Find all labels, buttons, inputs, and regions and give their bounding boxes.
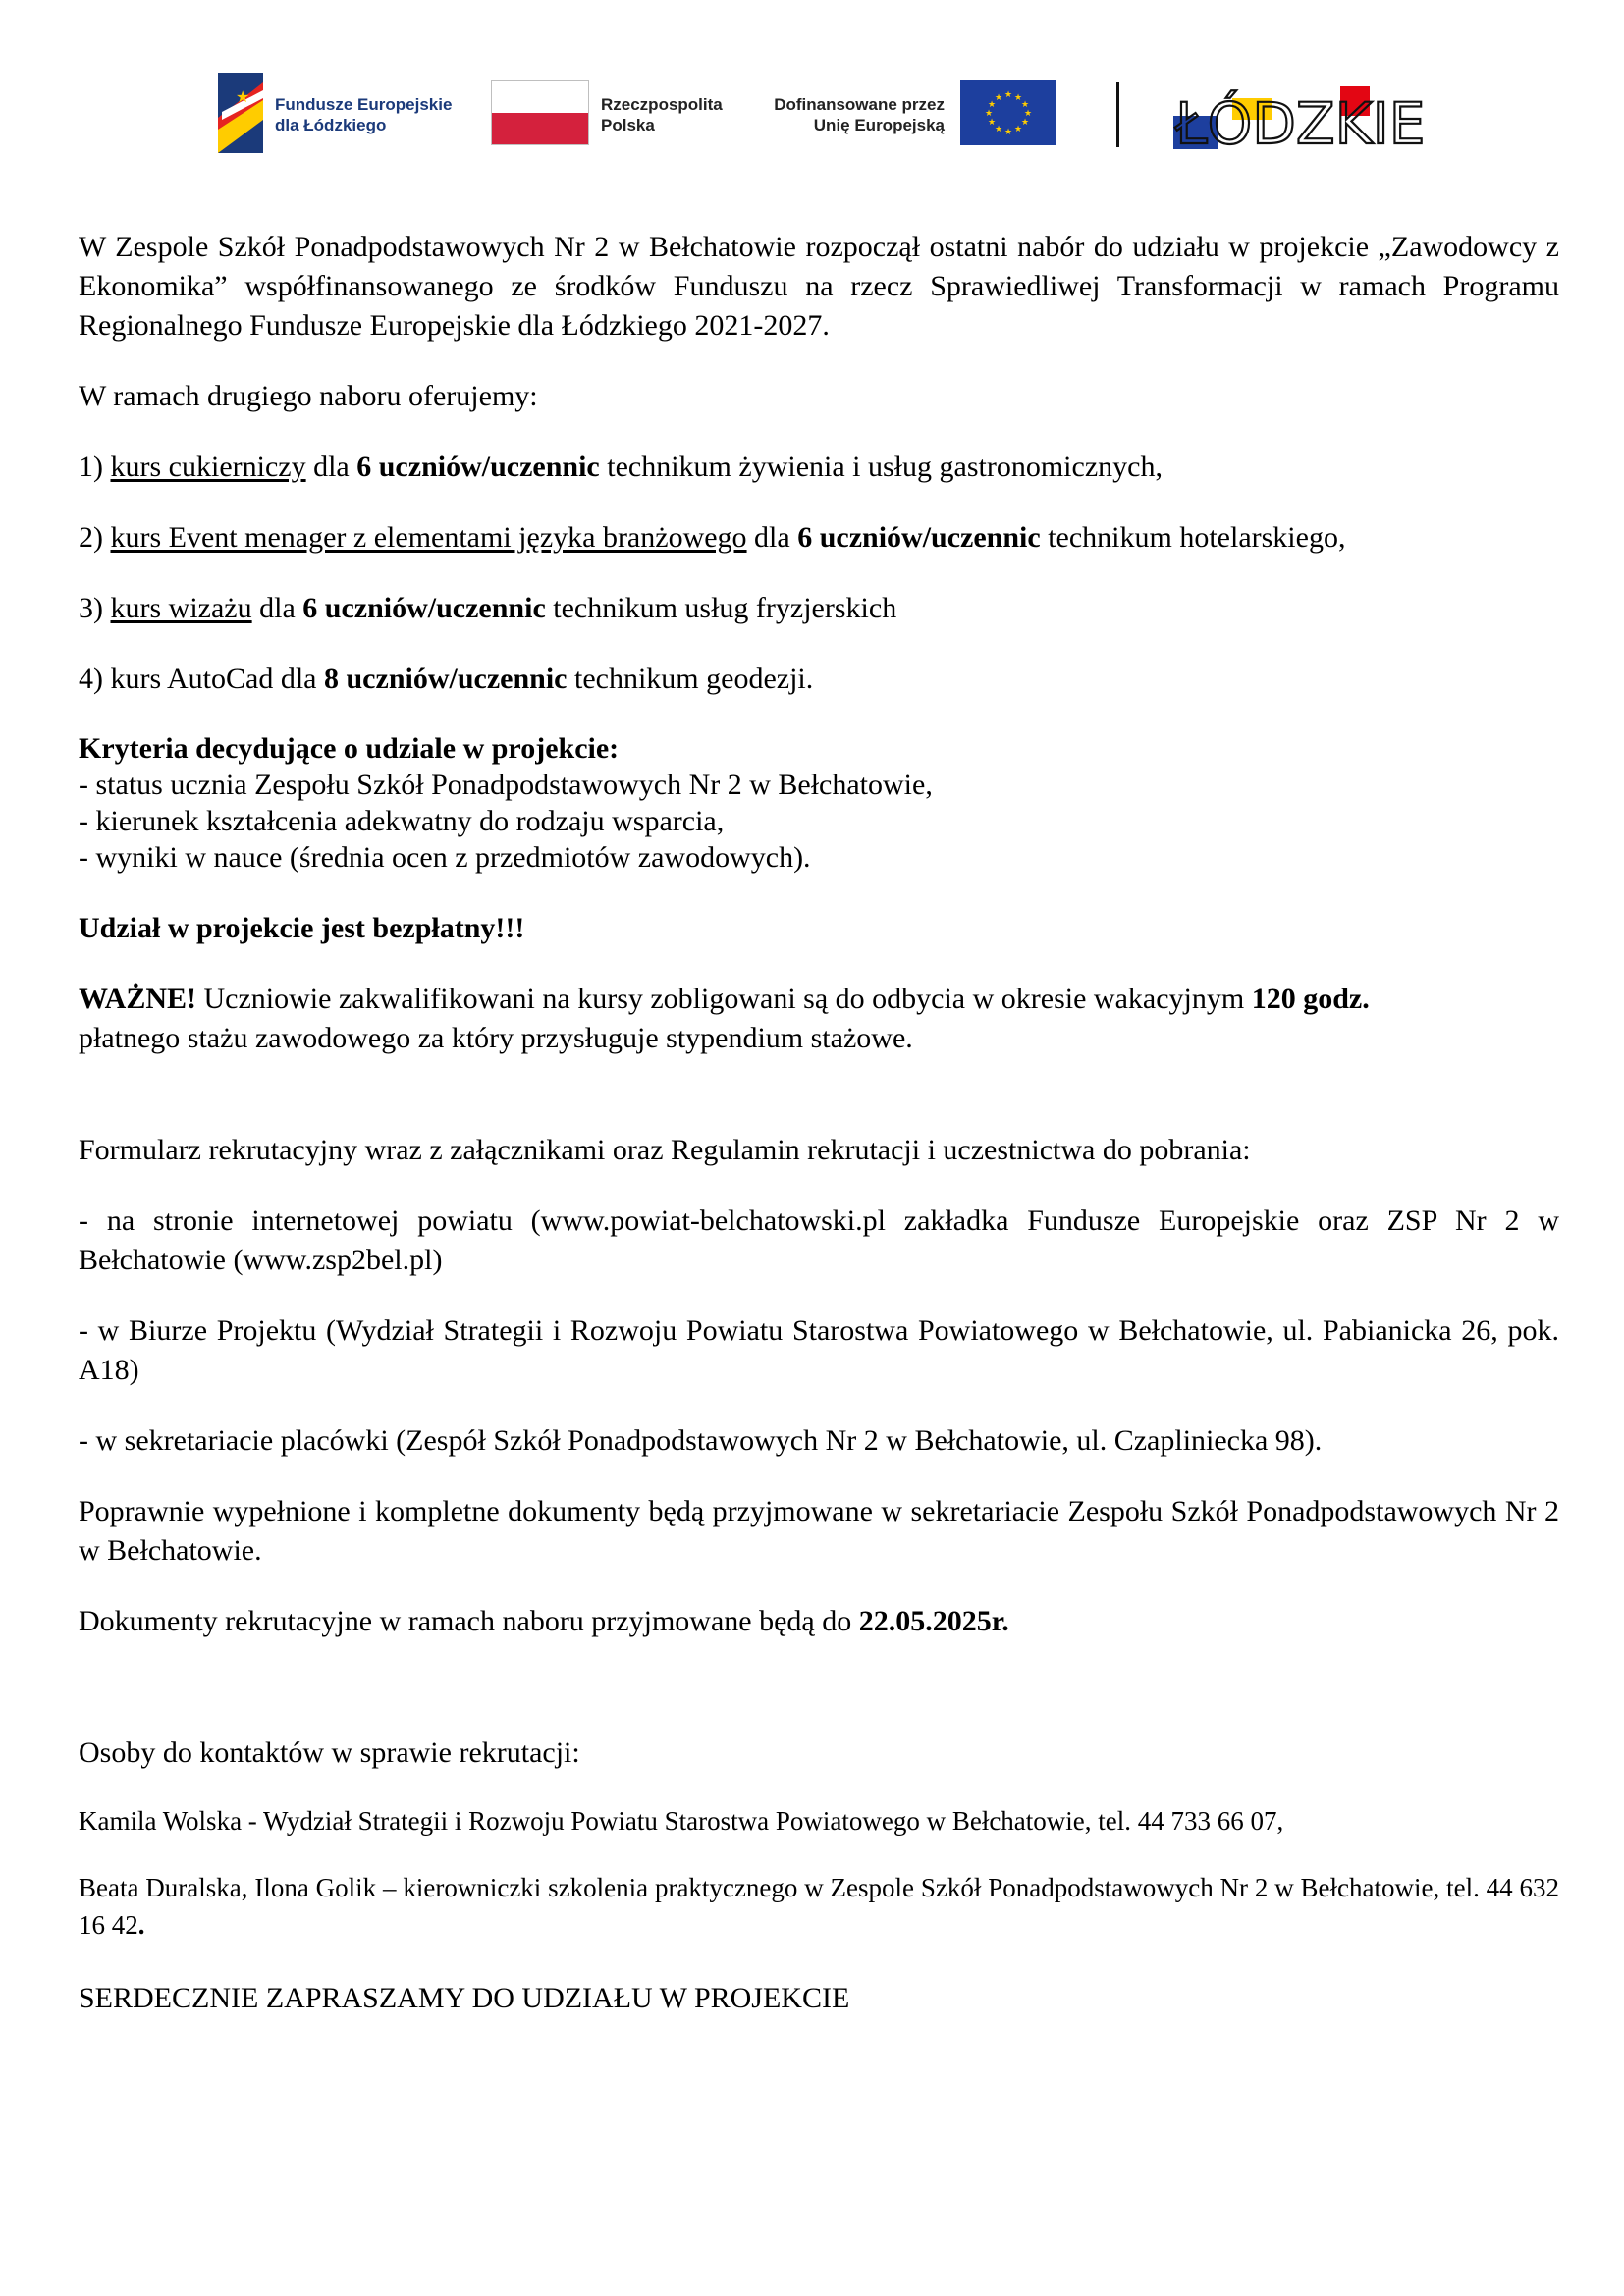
internship-hours: 120 godz.: [1251, 983, 1370, 1015]
svg-text:★: ★: [1003, 128, 1013, 137]
svg-text:★: ★: [994, 125, 1003, 134]
lodzkie-wordmark-icon: [1173, 86, 1429, 149]
course-list: [79, 448, 1559, 699]
contact-person-2: Beata Duralska, Ilona Golik – kierowniczki szkolenia praktycznego w Zespole Szkół Ponadpodstawowych Nr 2 w Bełchatowie, tel. 44 632 16 42.: [79, 1873, 1559, 1940]
svg-text:★: ★: [987, 118, 997, 128]
svg-text:★: ★: [1020, 118, 1030, 128]
course-count: 6 uczniów/uczennic: [797, 521, 1041, 554]
contact-person-1: Kamila Wolska - Wydział Strategii i Rozwoju Powiatu Starostwa Powiatowego w Bełchatowie, tel. 44 733 66 07,: [79, 1806, 1284, 1836]
course-name: kurs wizażu: [110, 592, 252, 624]
lodzkie-logo-text: ŁÓDZKIE: [1175, 90, 1426, 149]
svg-text:★: ★: [987, 100, 997, 110]
polish-flag-icon: [491, 80, 589, 145]
svg-text:★: ★: [1023, 109, 1033, 119]
important-note: WAŻNE! Uczniowie zakwalifikowani na kursy zobligowani są do odbycia w okresie wakacyjnym 120 godz. płatnego stażu zawodowego za który przysługuje stypendium stażowe.: [79, 983, 1370, 1054]
svg-text:★: ★: [1013, 93, 1023, 103]
ue-logo-line2: Unię Europejską: [813, 116, 945, 134]
rp-logo-line1: Rzeczpospolita: [601, 95, 723, 114]
announcement-body: [79, 228, 1559, 2018]
fe-logo-line2: dla Łódzkiego: [275, 116, 387, 134]
fundusze-europejskie-logo: [216, 73, 461, 153]
contacts-heading: Osoby do kontaktów w sprawie rekrutacji:: [79, 1736, 580, 1769]
course-item-3: 3) kurs wizażu dla 6 uczniów/uczennic technikum usług fryzjerskich: [79, 592, 897, 624]
svg-text:★: ★: [236, 87, 250, 106]
lodzkie-logo: [1173, 86, 1429, 149]
free-participation-note: Udział w projekcie jest bezpłatny!!!: [79, 912, 525, 944]
deadline-date: 22.05.2025r.: [858, 1605, 1009, 1637]
course-item-2: 2) kurs Event menager z elementami języka branżowego dla 6 uczniów/uczennic technikum hotelarskiego,: [79, 521, 1346, 554]
eu-funds-flag-icon: [216, 73, 265, 153]
closing-invitation: SERDECZNIE ZAPRASZAMY DO UDZIAŁU W PROJEKCIE: [79, 1982, 850, 2014]
fe-logo-line1: Fundusze Europejskie: [275, 95, 453, 114]
course-name: kurs Event menager z elementami języka branżowego: [110, 521, 747, 554]
rp-logo-line2: Polska: [601, 116, 655, 134]
location-project-office: - w Biurze Projektu (Wydział Strategii i Rozwoju Powiatu Starostwa Powiatowego w Bełchatowie, ul. Pabianicka 26, pok. A18): [79, 1314, 1559, 1386]
svg-text:★: ★: [994, 93, 1003, 103]
offer-intro: W ramach drugiego naboru oferujemy:: [79, 380, 538, 412]
criteria-item: - kierunek kształcenia adekwatny do rodzaju wsparcia,: [79, 805, 725, 837]
criteria-item: - status ucznia Zespołu Szkół Ponadpodstawowych Nr 2 w Bełchatowie,: [79, 769, 933, 801]
documents-note: Poprawnie wypełnione i kompletne dokumenty będą przyjmowane w sekretariacie Zespołu Szkół Ponadpodstawowych Nr 2 w Bełchatowie.: [79, 1495, 1559, 1567]
location-secretariat: - w sekretariacie placówki (Zespół Szkół Ponadpodstawowych Nr 2 w Bełchatowie, ul. Czapliniecka 98).: [79, 1424, 1323, 1457]
course-count: 6 uczniów/uczennic: [356, 451, 600, 483]
criteria-heading: Kryteria decydujące o udziale w projekcie:: [79, 732, 620, 765]
location-website: - na stronie internetowej powiatu (www.powiat-belchatowski.pl zakładka Fundusze Europejskie oraz ZSP Nr 2 w Bełchatowie (www.zsp2bel.pl): [79, 1204, 1559, 1276]
course-item-4: 4) kurs AutoCad dla 8 uczniów/uczennic technikum geodezji.: [79, 663, 814, 695]
course-name: kurs cukierniczy: [110, 451, 306, 483]
ue-logo-line1: Dofinansowane przez: [774, 95, 945, 114]
course-name: kurs AutoCad: [110, 663, 274, 695]
eu-flag-icon: [960, 80, 1056, 145]
dofinansowane-ue-logo: [766, 80, 1060, 149]
logo-divider: [1116, 82, 1119, 147]
course-count: 6 uczniów/uczennic: [302, 592, 546, 624]
criteria-item: - wyniki w nauce (średnia ocen z przedmiotów zawodowych).: [79, 841, 811, 874]
svg-text:★: ★: [1020, 100, 1030, 110]
course-item-1: 1) kurs cukierniczy dla 6 uczniów/uczennic technikum żywienia i usług gastronomicznych,: [79, 451, 1163, 483]
intro-paragraph: W Zespole Szkół Ponadpodstawowych Nr 2 w Bełchatowie rozpoczął ostatni nabór do udziału w projekcie „Zawodowcy z Ekonomika” współfinansowanego ze środków Funduszu na rzecz Sprawiedliwej Transformacji w ramach Programu Regionalnego Fundusze Europejskie dla Łódzkiego 2021-2027.: [79, 231, 1559, 342]
svg-text:★: ★: [1013, 125, 1023, 134]
criteria-block: [79, 730, 1559, 876]
rzeczpospolita-polska-logo: [491, 80, 727, 149]
deadline-note: Dokumenty rekrutacyjne w ramach naboru przyjmowane będą do 22.05.2025r.: [79, 1605, 1009, 1637]
forms-intro: Formularz rekrutacyjny wraz z załącznikami oraz Regulamin rekrutacji i uczestnictwa do pobrania:: [79, 1134, 1251, 1166]
svg-text:★: ★: [984, 109, 994, 119]
svg-text:★: ★: [1003, 90, 1013, 100]
logo-strip: [0, 67, 1624, 155]
important-label: WAŻNE!: [79, 983, 197, 1015]
course-count: 8 uczniów/uczennic: [324, 663, 568, 695]
